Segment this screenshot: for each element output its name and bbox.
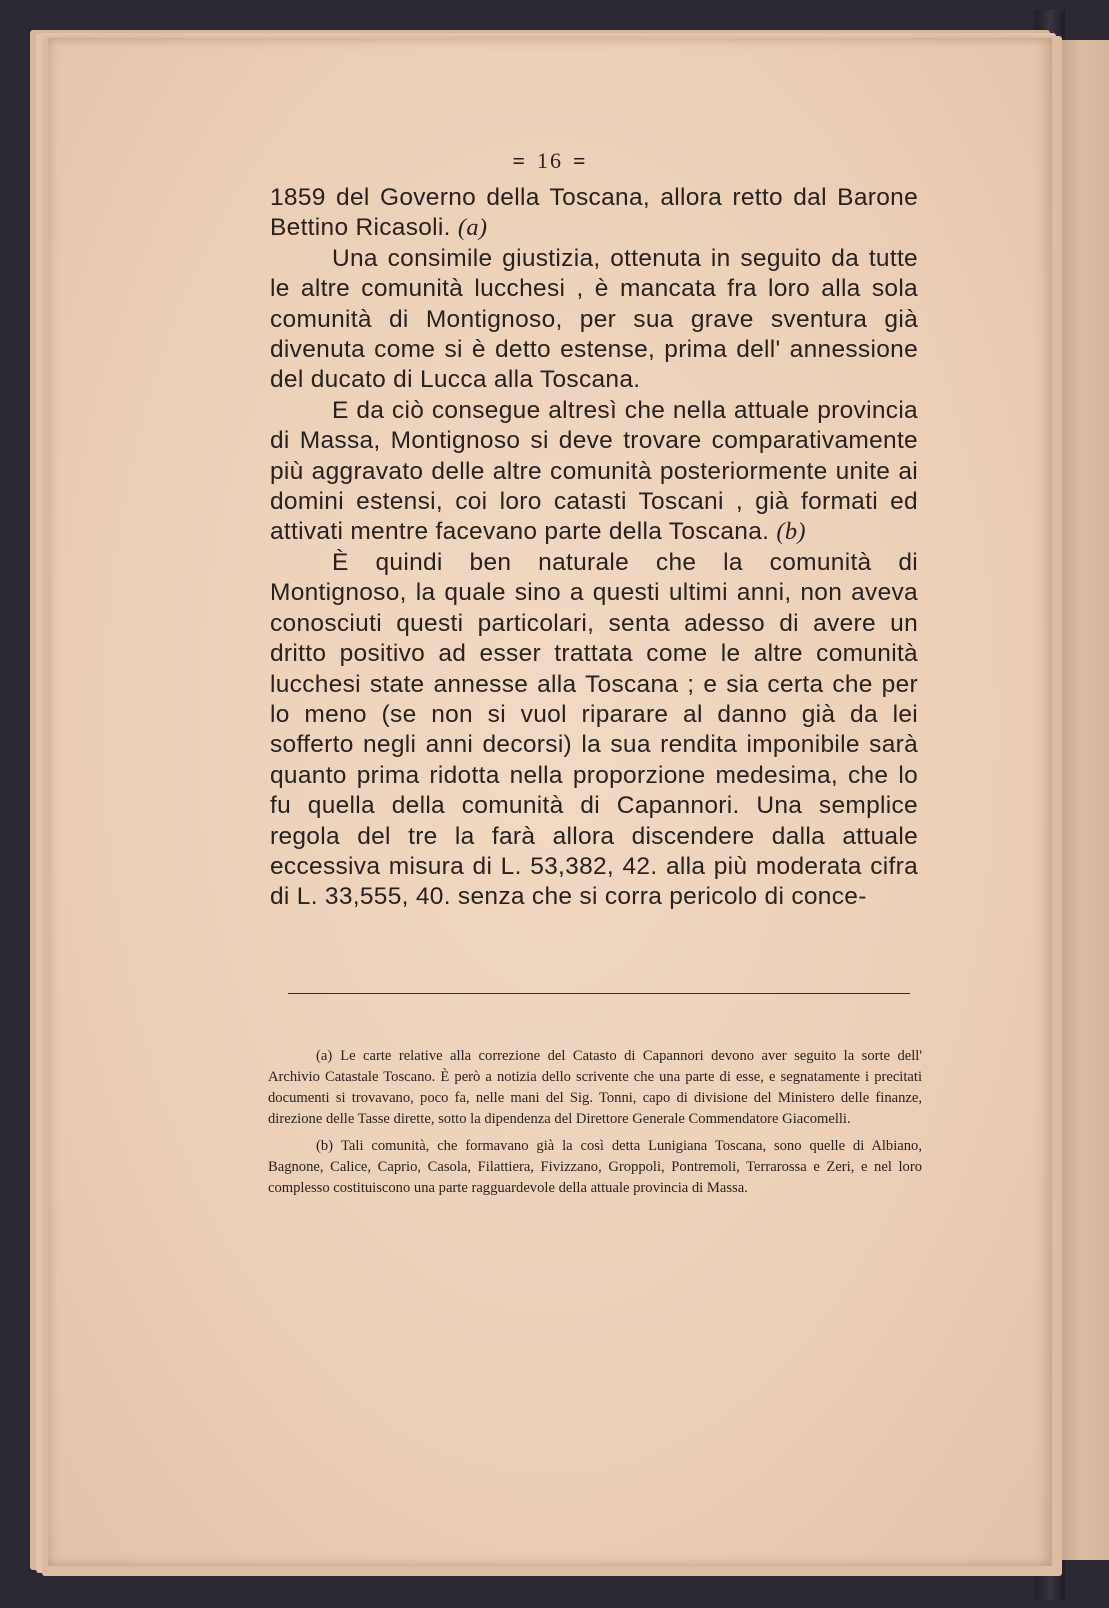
paragraph: È quindi ben naturale che la comunità di Montignoso, la quale sino a questi ultimi anni, non aveva conosciuti questi particolari, senta adesso di avere un dritto positivo ad esser trattata come le altre comunità lucchesi state annesse alla Toscana ; e sia certa che per lo meno (se non si vuol riparare al danno già da lei sofferto negli anni decorsi) la sua rendita imponibile sarà quanto prima ridotta nella proporzione medesima, che lo fu quella della comunità di Capannori. Una semplice regola del tre la farà allora discendere dalla attuale eccessiva misura di L. 53,382, 42. alla più moderata cifra di L. 33,555, 40. senza che si corra pericolo di conce-	[270, 548, 918, 911]
page-number-decoration: =	[512, 148, 527, 173]
footnote-separator	[288, 993, 910, 994]
paragraph: 1859 del Governo della Toscana, allora retto dal Barone Bettino Ricasoli. (a)	[270, 184, 918, 242]
book-page	[48, 38, 1052, 1566]
footnotes	[268, 1046, 922, 1205]
footnote: (b) Tali comunità, che formavano già la così detta Lunigiana Toscana, sono quelle di Albiano, Bagnone, Calice, Caprio, Casola, Filattiera, Fivizzano, Groppoli, Pontremoli, Terrarossa e Zeri, e nel loro complesso costituiscono una parte ragguardevole della attuale provincia di Massa.	[268, 1138, 922, 1196]
footnote-reference: (b)	[776, 518, 806, 546]
page-number: 16	[537, 148, 563, 173]
footnote-mark: (a)	[316, 1048, 333, 1064]
page-number-header	[48, 148, 1052, 174]
main-text	[270, 183, 918, 913]
footnote-reference: (a)	[457, 214, 488, 242]
paragraph: Una consimile giustizia, ottenuta in seguito da tutte le altre comunità lucchesi , è mancata fra loro alla sola comunità di Montignoso, per sua grave sventura già divenuta come si è detto estense, prima dell' annessione del ducato di Lucca alla Toscana.	[270, 244, 918, 394]
page-number-decoration: =	[573, 148, 588, 173]
footnote-mark: (b)	[316, 1138, 334, 1154]
paragraph: E da ciò consegue altresì che nella attuale provincia di Massa, Montignoso si deve trovare comparativamente più aggravato delle altre comunità posteriormente unite ai domini estensi, coi loro catasti Toscani , già formati ed attivati mentre facevano parte della Toscana. (b)	[270, 396, 918, 546]
footnote: (a) Le carte relative alla correzione del Catasto di Capannori devono aver seguito la sorte dell' Archivio Catastale Toscano. È però a notizia dello scrivente che una parte di esse, e segnatamente i precitati documenti si trovavano, poco fa, nelle mani del Sig. Tonni, capo di divisione del Ministero delle finanze, direzione delle Tasse dirette, sotto la dipendenza del Direttore Generale Commendatore Giacomelli.	[268, 1048, 922, 1127]
adjacent-page-edge	[1060, 40, 1109, 1560]
